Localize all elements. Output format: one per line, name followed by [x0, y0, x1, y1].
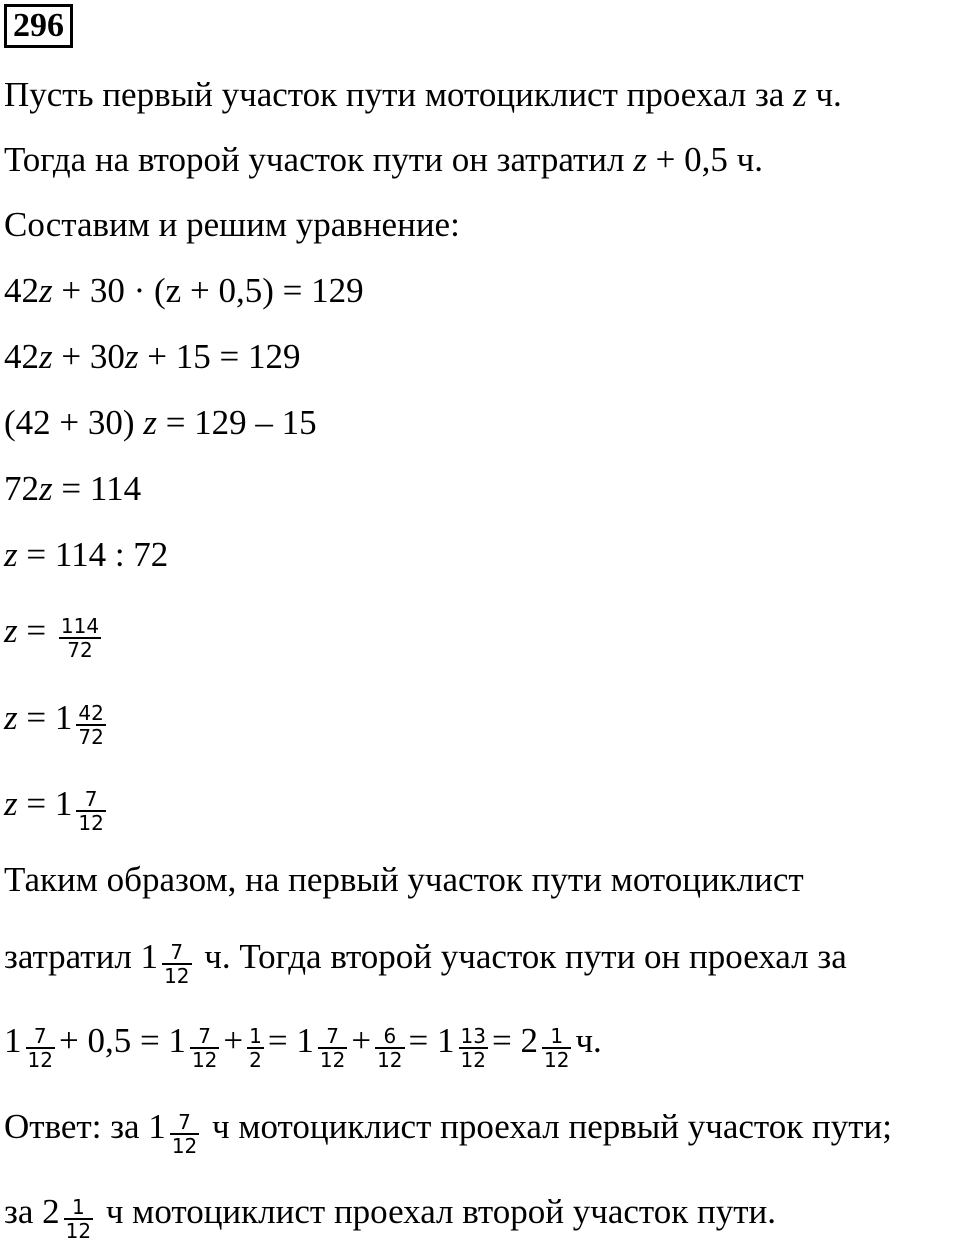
- numerator: 1: [249, 1023, 262, 1048]
- text-span: 42: [4, 337, 39, 376]
- variable-z: z: [4, 784, 18, 823]
- text-line-3: Составим и решим уравнение:: [4, 205, 460, 244]
- equation-line-5: [4, 530, 168, 580]
- fraction: [64, 1196, 93, 1242]
- equation-line-sum: [4, 1016, 602, 1072]
- denominator: 12: [164, 963, 190, 988]
- variable-z: z: [39, 469, 53, 508]
- denominator: 12: [171, 1133, 198, 1158]
- variable-z: z: [124, 337, 139, 376]
- denominator: 12: [191, 1047, 218, 1072]
- variable-z: z: [633, 140, 647, 179]
- variable-z: z: [4, 698, 18, 737]
- text-line-1: [4, 70, 842, 120]
- variable-z: z: [39, 337, 53, 376]
- equation-line-6: [4, 606, 105, 662]
- equation-line-7: [4, 693, 110, 749]
- fraction: [190, 1025, 219, 1071]
- text-span: = 114: [52, 469, 142, 508]
- text-span: ч мотоциклист проехал первый участок пути;: [203, 1107, 892, 1146]
- text-span: 72: [4, 469, 39, 508]
- fraction: [76, 788, 105, 834]
- text-span: +: [351, 1021, 372, 1060]
- denominator: 12: [319, 1047, 346, 1072]
- fraction: [26, 1025, 55, 1071]
- text-span: за 2: [4, 1192, 60, 1231]
- text-line-2: [4, 135, 763, 185]
- text-span: + 0,5 ч.: [646, 140, 763, 179]
- text-line-conclusion-1: Таким образом, на первый участок пути мотоциклист: [4, 860, 804, 899]
- numerator: 42: [78, 700, 104, 725]
- text-span: ч.: [575, 1021, 602, 1060]
- numerator: 13: [460, 1023, 486, 1048]
- numerator: 7: [178, 1109, 191, 1134]
- denominator: 72: [59, 637, 101, 661]
- text-span: (42 + 30): [4, 403, 144, 442]
- equation-line-3: [4, 398, 317, 448]
- numerator: 7: [170, 939, 184, 964]
- numerator: 1: [71, 1194, 85, 1219]
- text-span: = 1: [267, 1021, 314, 1060]
- numerator: 6: [383, 1023, 397, 1048]
- answer-line-1: [4, 1102, 892, 1158]
- text-span: = 1: [408, 1021, 455, 1060]
- text-span: = 129 – 15: [156, 403, 317, 442]
- text-span: =: [17, 611, 55, 650]
- fraction: [318, 1025, 347, 1071]
- text-span: + 0,5 = 1: [58, 1021, 186, 1060]
- fraction: [542, 1025, 571, 1071]
- text-span: Тогда на второй участок пути он затратил: [4, 140, 634, 179]
- fraction: [459, 1025, 488, 1071]
- text-span: + 30 · (z + 0,5) = 129: [52, 271, 364, 310]
- fraction: [59, 615, 101, 661]
- text-span: = 2: [491, 1021, 538, 1060]
- text-span: 42: [4, 271, 39, 310]
- text-span: ч.: [806, 75, 842, 114]
- problem-number: 296: [4, 4, 73, 48]
- denominator: 12: [78, 810, 104, 835]
- equation-line-8: [4, 779, 110, 835]
- numerator: 7: [326, 1023, 339, 1048]
- variable-z: z: [39, 271, 53, 310]
- variable-z: z: [143, 403, 157, 442]
- text-span: + 15 = 129: [138, 337, 301, 376]
- fraction: [162, 941, 191, 987]
- denominator: 2: [249, 1047, 262, 1072]
- variable-z: z: [793, 75, 807, 114]
- denominator: 12: [460, 1047, 486, 1072]
- text-span: Ответ: за 1: [4, 1107, 166, 1146]
- text-span: Пусть первый участок пути мотоциклист проехал за: [4, 75, 794, 114]
- text-span: = 114 : 72: [17, 535, 169, 574]
- fraction: [375, 1025, 404, 1071]
- equation-line-1: [4, 266, 364, 316]
- variable-z: z: [4, 535, 18, 574]
- numerator: 7: [33, 1023, 47, 1048]
- equation-line-2: [4, 332, 300, 382]
- denominator: 12: [543, 1047, 570, 1072]
- text-span: = 1: [17, 784, 73, 823]
- numerator: 1: [550, 1023, 564, 1048]
- denominator: 12: [65, 1218, 92, 1243]
- text-span: ч. Тогда второй участок пути он проехал за: [195, 937, 847, 976]
- denominator: 12: [377, 1047, 403, 1072]
- text-line-conclusion-2: [4, 932, 847, 988]
- equation-line-4: [4, 464, 141, 514]
- answer-line-2: [4, 1187, 777, 1243]
- text-span: 1: [4, 1021, 22, 1060]
- fraction: [170, 1111, 199, 1157]
- text-span: + 30: [52, 337, 125, 376]
- variable-z: z: [4, 611, 18, 650]
- denominator: 12: [27, 1047, 53, 1072]
- text-span: ч мотоциклист проехал второй участок пути.: [97, 1192, 777, 1231]
- numerator: 114: [60, 613, 100, 638]
- fraction: [76, 702, 105, 748]
- numerator: 7: [198, 1023, 212, 1048]
- denominator: 72: [78, 724, 104, 749]
- text-span: +: [223, 1021, 244, 1060]
- text-span: = 1: [17, 698, 73, 737]
- text-span: затратил 1: [4, 937, 159, 976]
- fraction: [247, 1025, 264, 1071]
- numerator: 7: [84, 786, 98, 811]
